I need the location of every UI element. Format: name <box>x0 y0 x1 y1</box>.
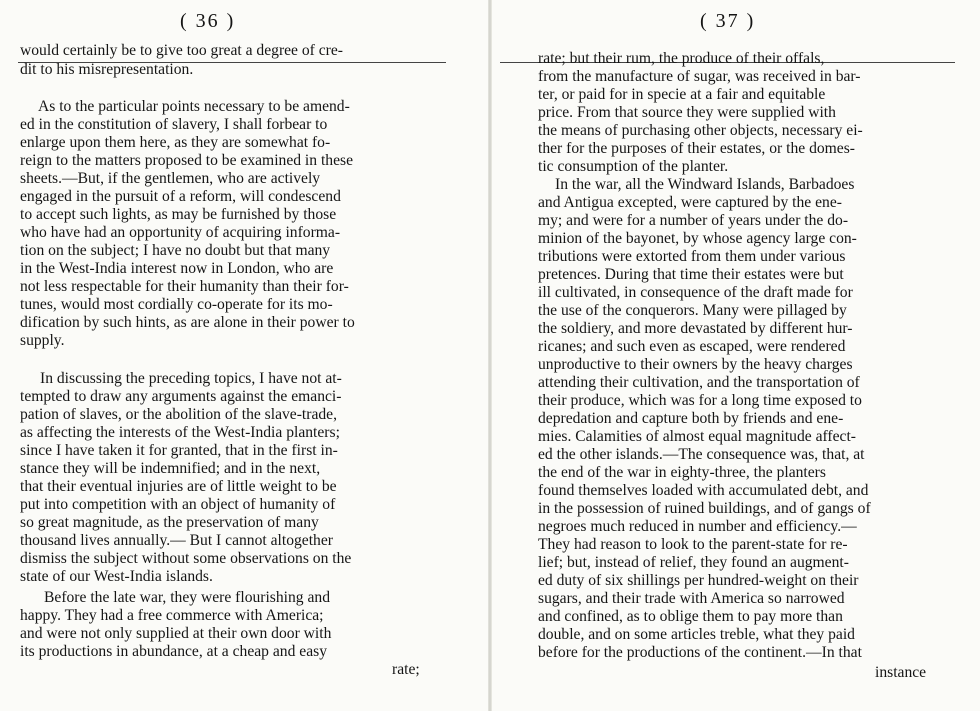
left-line: its productions in abundance, at a cheap and easy <box>20 643 328 660</box>
left-line: In discussing the preceding topics, I have not at- <box>40 370 342 387</box>
right-line: the soldiery, and more devastated by different hur- <box>538 320 853 337</box>
left-line: pation of slaves, or the abolition of the slave-trade, <box>20 406 337 423</box>
right-line: ed the other islands.—The consequence was, that, at <box>538 446 865 463</box>
right-line: They had reason to look to the parent-state for re- <box>538 536 848 553</box>
left-line: Before the late war, they were flourishing and <box>44 589 331 606</box>
left-line: so great magnitude, as the preservation of many <box>20 514 319 531</box>
right-line: found themselves loaded with accumulated debt, and <box>538 482 869 499</box>
left-line: state of our West-India islands. <box>20 568 213 585</box>
left-line: stance they will be indemnified; and in the next, <box>20 460 321 477</box>
left-line: as affecting the interests of the West-India planters; <box>20 424 340 441</box>
left-line: who have had an opportunity of acquiring informa- <box>20 224 341 241</box>
right-line: and Antigua excepted, were captured by the ene- <box>538 194 842 211</box>
right-line: the end of the war in eighty-three, the planters <box>538 464 826 481</box>
right-line: sugars, and their trade with America so narrowed <box>538 590 845 607</box>
left-line: and were not only supplied at their own door with <box>20 625 332 642</box>
right-line: minion of the bayonet, by whose agency large con- <box>538 230 857 247</box>
right-line: from the manufacture of sugar, was received in bar- <box>538 68 861 85</box>
right-line: my; and were for a number of years under the do- <box>538 212 849 229</box>
left-line: would certainly be to give too great a degree of cre- <box>20 42 343 59</box>
left-line: ed in the constitution of slavery, I shall forbear to <box>20 116 328 133</box>
left-line: dit to his misrepresentation. <box>20 61 194 78</box>
left-line: tunes, would most cordially co-operate for its mo- <box>20 296 333 313</box>
left-page-number: ( 36 ) <box>180 10 236 32</box>
left-line: sheets.—But, if the gentlemen, who are actively <box>20 170 321 187</box>
right-line: the use of the conquerors. Many were pillaged by <box>538 302 847 319</box>
left-line: As to the particular points necessary to be amend- <box>38 98 350 115</box>
left-catchword: rate; <box>392 661 420 678</box>
left-line: put into competition with an object of humanity of <box>20 496 336 513</box>
left-line: supply. <box>20 332 65 349</box>
right-line: unproductive to their owners by the heavy charges <box>538 356 853 373</box>
right-line: tributions were extorted from them under various <box>538 248 846 265</box>
right-line: pretences. During that time their estates were but <box>538 266 844 283</box>
left-line: enlarge upon them here, as they are somewhat fo- <box>20 134 331 151</box>
right-line: double, and on some articles treble, what they paid <box>538 626 855 643</box>
right-line: rate; but their rum, the produce of their offals, <box>538 50 825 67</box>
left-line: dification by such hints, as are alone in their power to <box>20 314 355 331</box>
left-line: in the West-India interest now in London, who are <box>20 260 334 277</box>
right-line: ed duty of six shillings per hundred-weight on their <box>538 572 859 589</box>
left-line: dismiss the subject without some observations on the <box>20 550 352 567</box>
right-line: lief; but, instead of relief, they found an augment- <box>538 554 849 571</box>
right-line: attending their cultivation, and the transportation of <box>538 374 860 391</box>
right-line: ter, or paid for in specie at a fair and equitable <box>538 86 826 103</box>
right-line: ther for the purposes of their estates, or the domes- <box>538 140 855 157</box>
left-line: tion on the subject; I have no doubt but that many <box>20 242 331 259</box>
right-line: their produce, which was for a long time exposed to <box>538 392 862 409</box>
right-line: negroes much reduced in number and efficiency.— <box>538 518 857 535</box>
left-line: reign to the matters proposed to be examined in these <box>20 152 354 169</box>
left-line: that their eventual injuries are of little weight to be <box>20 478 337 495</box>
right-line: mies. Calamities of almost equal magnitude affect- <box>538 428 856 445</box>
right-line: the means of purchasing other objects, necessary ei- <box>538 122 863 139</box>
left-line: thousand lives annually.— But I cannot altogether <box>20 532 333 549</box>
right-catchword: instance <box>875 664 927 681</box>
left-line: engaged in the pursuit of a reform, will condescend <box>20 188 341 205</box>
right-page-number: ( 37 ) <box>700 10 756 32</box>
left-line: since I have taken it for granted, that in the first in- <box>20 442 338 459</box>
left-line: not less respectable for their humanity than their for- <box>20 278 349 295</box>
right-line: and confined, as to oblige them to pay more than <box>538 608 843 625</box>
left-line: tempted to draw any arguments against the emanci- <box>20 388 342 405</box>
right-line: ill cultivated, in consequence of the draft made for <box>538 284 853 301</box>
right-line: ricanes; and such even as escaped, were rendered <box>538 338 846 355</box>
right-line: before for the productions of the continent.—In that <box>538 644 862 661</box>
left-line: happy. They had a free commerce with America; <box>20 607 324 624</box>
right-line: depredation and capture both by friends and ene- <box>538 410 844 427</box>
left-line: to accept such lights, as may be furnished by those <box>20 206 337 223</box>
right-line: tic consumption of the planter. <box>538 158 729 175</box>
right-line: in the possession of ruined buildings, and of gangs of <box>538 500 871 517</box>
right-line: In the war, all the Windward Islands, Barbadoes <box>555 176 855 193</box>
right-line: price. From that source they were supplied with <box>538 104 836 121</box>
